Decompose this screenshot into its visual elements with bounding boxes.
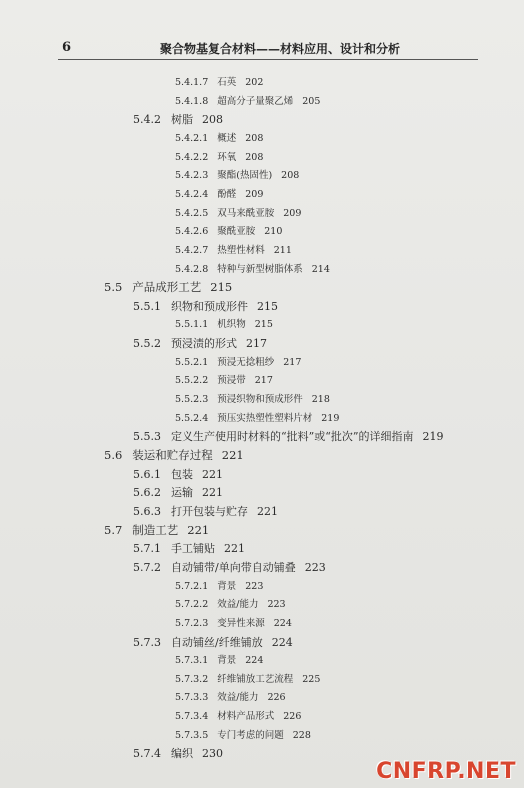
toc-entry: [133, 745, 223, 761]
toc-entry: [104, 522, 209, 538]
toc-entry-title: 自动铺丝/纤维铺放: [171, 636, 263, 649]
toc-entry-title: 织物和预成形件: [171, 300, 248, 313]
toc-entry-page: 217: [254, 375, 273, 386]
toc-entry: [175, 130, 263, 144]
toc-entry-number: 5.4.2.3: [175, 170, 209, 181]
toc-entry: [133, 428, 444, 444]
toc-entry-number: 5.7.3: [133, 636, 161, 649]
toc-entry-page: 221: [187, 523, 210, 537]
toc-entry-page: 218: [311, 394, 330, 405]
toc-entry-page: 214: [311, 264, 330, 275]
toc-entry-number: 5.7.2: [133, 561, 161, 574]
toc-entry-title: 酚醛: [217, 189, 237, 200]
toc-entry-title: 概述: [217, 133, 237, 144]
toc-entry-title: 预浸织物和预成形件: [217, 394, 303, 405]
toc-entry-title: 定义生产使用时材料的“批料”或“批次”的详细指南: [171, 430, 414, 443]
toc-entry-page: 221: [202, 468, 223, 481]
toc-entry-title: 自动铺带/单向带自动铺叠: [171, 561, 296, 574]
toc-entry-number: 5.5: [104, 280, 123, 294]
toc-entry-page: 217: [283, 357, 302, 368]
site-watermark: CNFRP.NET: [376, 759, 516, 784]
toc-entry-number: 5.6.1: [133, 468, 161, 481]
toc-entry-number: 5.7.4: [133, 747, 161, 760]
toc-entry-number: 5.6: [104, 448, 123, 462]
toc-entry-number: 5.6.3: [133, 505, 161, 518]
toc-entry-page: 211: [273, 245, 292, 256]
toc-entry-page: 225: [302, 674, 321, 685]
toc-entry-title: 打开包装与贮存: [171, 505, 248, 518]
toc-entry: [175, 652, 263, 666]
toc-entry-number: 5.7.2.1: [175, 581, 209, 592]
toc-entry-title: 效益/能力: [217, 599, 259, 610]
toc-entry-number: 5.4.2.6: [175, 226, 209, 237]
toc-entry: [175, 689, 286, 703]
toc-entry-number: 5.5.2.1: [175, 357, 209, 368]
toc-entry: [175, 671, 320, 685]
toc-entry: [175, 149, 263, 163]
toc-entry: [104, 279, 232, 295]
toc-entry-number: 5.7.2.3: [175, 618, 209, 629]
toc-entry: [133, 466, 223, 482]
toc-entry-title: 产品成形工艺: [132, 280, 202, 294]
toc-entry: [133, 298, 278, 314]
toc-entry: [175, 205, 301, 219]
running-header-title: 聚合物基复合材料——材料应用、设计和分析: [160, 42, 401, 56]
toc-entry-title: 背景: [217, 581, 237, 592]
toc-entry-number: 5.6.2: [133, 486, 161, 499]
toc-entry-title: 特种与新型树脂体系: [217, 264, 303, 275]
toc-entry-number: 5.7.1: [133, 542, 161, 555]
toc-entry-page: 223: [304, 561, 326, 574]
toc-entry-page: 215: [210, 280, 233, 294]
toc-entry-title: 效益/能力: [217, 692, 259, 703]
toc-entry-number: 5.7.3.2: [175, 674, 209, 685]
toc-entry: [175, 391, 330, 405]
toc-entry-number: 5.5.1: [133, 300, 161, 313]
toc-entry-page: 215: [257, 300, 278, 313]
toc-entry-page: 208: [202, 113, 223, 126]
toc-entry-page: 230: [202, 747, 223, 760]
toc-entry-title: 专门考虑的问题: [217, 730, 284, 741]
toc-entry-number: 5.7.3.4: [175, 711, 209, 722]
toc-entry-number: 5.5.2.3: [175, 394, 209, 405]
toc-entry: [175, 261, 330, 275]
toc-entry: [104, 447, 244, 463]
toc-entry-number: 5.4.2.7: [175, 245, 209, 256]
toc-entry-number: 5.7.3.1: [175, 655, 209, 666]
toc-entry-number: 5.4.2.4: [175, 189, 209, 200]
toc-entry-page: 224: [245, 655, 264, 666]
toc-entry: [175, 242, 292, 256]
toc-entry: [175, 708, 301, 722]
toc-entry-page: 210: [264, 226, 283, 237]
toc-entry-page: 223: [245, 581, 264, 592]
toc-entry-title: 机织物: [217, 319, 246, 330]
toc-entry-title: 环氧: [217, 152, 237, 163]
toc-entry-title: 预浸带: [217, 375, 246, 386]
toc-entry-page: 219: [422, 430, 444, 443]
toc-entry-page: 209: [283, 208, 302, 219]
toc-entry-page: 223: [267, 599, 286, 610]
toc-entry-page: 205: [302, 96, 321, 107]
toc-entry-title: 材料产品形式: [217, 711, 275, 722]
toc-entry: [175, 167, 299, 181]
toc-entry-page: 208: [245, 133, 264, 144]
toc-entry-number: 5.4.1.7: [175, 77, 209, 88]
toc-entry-page: 221: [257, 505, 278, 518]
toc-entry-title: 编织: [171, 747, 193, 760]
toc-entry: [175, 186, 263, 200]
toc-entry-title: 聚酯(热固性): [217, 170, 273, 181]
toc-entry-number: 5.4.2.5: [175, 208, 209, 219]
toc-entry-title: 预压实热塑性塑料片材: [217, 413, 313, 424]
toc-entry-number: 5.7.2.2: [175, 599, 209, 610]
toc-entry-number: 5.4.2.8: [175, 264, 209, 275]
toc-entry-number: 5.7: [104, 523, 123, 537]
toc-entry-page: 226: [267, 692, 286, 703]
toc-entry-page: 209: [245, 189, 264, 200]
toc-entry-title: 背景: [217, 655, 237, 666]
toc-entry: [175, 596, 286, 610]
toc-entry-page: 226: [283, 711, 302, 722]
toc-entry-page: 215: [254, 319, 273, 330]
page-number: 6: [62, 40, 72, 55]
toc-entry: [175, 223, 282, 237]
toc-entry-page: 221: [224, 542, 245, 555]
toc-entry-page: 219: [321, 413, 340, 424]
toc-entry-title: 预浸渍的形式: [171, 337, 237, 350]
toc-entry-page: 202: [245, 77, 264, 88]
toc-entry-title: 聚酰亚胺: [217, 226, 256, 237]
toc-entry: [133, 634, 293, 650]
toc-entry: [175, 354, 301, 368]
toc-entry-page: 217: [246, 337, 267, 350]
toc-entry-number: 5.5.2: [133, 337, 161, 350]
toc-entry-title: 双马来酰亚胺: [217, 208, 275, 219]
toc-entry-title: 手工铺贴: [171, 542, 215, 555]
toc-entry: [133, 503, 278, 519]
toc-entry-number: 5.5.2.4: [175, 413, 209, 424]
toc-entry-title: 超高分子量聚乙烯: [217, 96, 294, 107]
toc-entry-number: 5.7.3.5: [175, 730, 209, 741]
toc-entry-title: 变异性来源: [217, 618, 265, 629]
toc-entry-page: 221: [221, 448, 244, 462]
toc-entry: [175, 727, 311, 741]
toc-entry: [133, 484, 223, 500]
toc-entry-page: 228: [292, 730, 311, 741]
toc-entry-number: 5.4.2: [133, 113, 161, 126]
toc-entry: [175, 316, 273, 330]
toc-entry: [133, 559, 326, 575]
toc-entry: [133, 335, 267, 351]
toc-entry-title: 热塑性材料: [217, 245, 265, 256]
header-rule: [58, 59, 478, 60]
toc-entry-title: 纤维铺放工艺流程: [217, 674, 294, 685]
toc-entry-title: 装运和贮存过程: [132, 448, 213, 462]
toc-entry: [175, 93, 320, 107]
toc-entry: [175, 372, 273, 386]
toc-entry: [175, 578, 263, 592]
toc-entry-page: 208: [245, 152, 264, 163]
toc-entry-page: 208: [281, 170, 300, 181]
toc-entry-title: 预浸无捻粗纱: [217, 357, 275, 368]
toc-entry-number: 5.5.1.1: [175, 319, 209, 330]
toc-entry: [175, 410, 339, 424]
toc-entry-number: 5.7.3.3: [175, 692, 209, 703]
toc-entry-title: 树脂: [171, 113, 193, 126]
toc-entry-number: 5.4.2.1: [175, 133, 209, 144]
toc-entry: [175, 74, 263, 88]
toc-entry: [133, 111, 223, 127]
toc-entry-number: 5.4.2.2: [175, 152, 209, 163]
toc-entry-page: 224: [273, 618, 292, 629]
toc-entry-number: 5.4.1.8: [175, 96, 209, 107]
toc-entry: [175, 615, 292, 629]
toc-entry-title: 运输: [171, 486, 193, 499]
toc-entry-number: 5.5.2.2: [175, 375, 209, 386]
toc-entry-number: 5.5.3: [133, 430, 161, 443]
toc-entry-title: 石英: [217, 77, 237, 88]
toc-entry-title: 制造工艺: [132, 523, 179, 537]
toc-entry-title: 包装: [171, 468, 193, 481]
toc-entry-page: 221: [202, 486, 223, 499]
toc-entry-page: 224: [271, 636, 293, 649]
toc-entry: [133, 540, 245, 556]
